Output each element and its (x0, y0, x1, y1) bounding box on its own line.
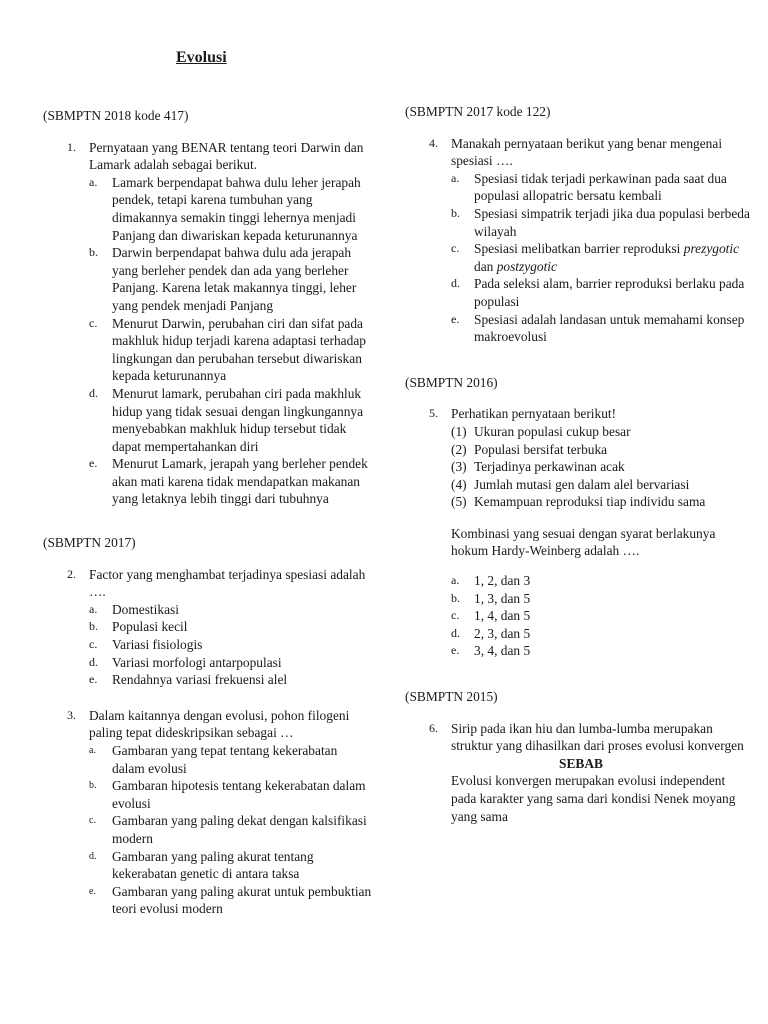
question-2 (43, 566, 373, 689)
option-list (89, 601, 373, 689)
question-number: 5. (429, 406, 438, 421)
question-number: 3. (67, 707, 76, 722)
question-number: 2. (67, 566, 76, 581)
question-5 (405, 405, 750, 660)
option-item: c. Spesiasi melibatkan barrier reproduksi prezygotic dan postzygotic (451, 241, 740, 274)
section-heading-2016: (SBMPTN 2016) (405, 374, 498, 390)
option-item: b. Populasi kecil (89, 619, 188, 635)
option-item: b. Spesiasi simpatrik terjadi jika dua populasi berbeda wilayah (451, 205, 750, 239)
question-prompt: Kombinasi yang sesuai dengan syarat berlakunya hokum Hardy-Weinberg adalah …. (451, 525, 716, 559)
option-item: a. Domestikasi (89, 601, 179, 617)
option-item: a. 1, 2, dan 3 (451, 573, 531, 589)
option-item: a. Gambaran yang tepat tentang kekerabatan dalam evolusi (89, 743, 338, 776)
option-list (89, 174, 373, 508)
left-column (43, 107, 373, 918)
question-6 (405, 720, 750, 826)
option-item: b. Darwin berpendapat bahwa dulu ada jerapah yang berleher pendek dan ada yang berleher Panjang. Karena letak makannya tinggi, leher yang pendek menjadi Panjang (89, 245, 357, 313)
option-item: e. Rendahnya variasi frekuensi alel (89, 672, 288, 688)
option-item: d. Menurut lamark, perubahan ciri pada makhluk hidup yang tidak sesuai dengan lingkungannya menyebabkan makhluk hidup tersebut tidak dapat mempertahankan diri (89, 385, 364, 454)
option-item: b. Gambaran hipotesis tentang kekerabatan dalam evolusi (89, 778, 366, 811)
section-heading-2018: (SBMPTN 2018 kode 417) (43, 108, 189, 123)
option-item: a. Lamark berpendapat bahwa dulu leher jerapah pendek, tetapi karena tumbuhan yang dimakannya semakin tinggi lehernya menjadi Panjang dan diwariskan kepada keturunannya (89, 174, 361, 243)
option-item: c. Variasi fisiologis (89, 637, 203, 653)
section-heading-2017: (SBMPTN 2017) (43, 535, 136, 551)
option-item: e. Gambaran yang paling akurat untuk pembuktian teori evolusi modern (89, 883, 372, 917)
section-heading-2015: (SBMPTN 2015) (405, 689, 498, 705)
question-stem: Pernyataan yang BENAR tentang teori Darwin dan Lamark adalah sebagai berikut. (89, 139, 364, 173)
option-list (451, 170, 750, 346)
option-item: e. 3, 4, dan 5 (451, 643, 531, 659)
page-title: Evolusi (176, 49, 227, 66)
option-item: d. Gambaran yang paling akurat tentang kekerabatan genetic di antara taksa (89, 848, 314, 882)
statement-list (451, 423, 750, 511)
option-item: d. Variasi morfologi antarpopulasi (89, 654, 282, 670)
reason-text: Evolusi konvergen merupakan evolusi independent pada karakter yang sama dari kondisi Nenek moyang yang sama (451, 773, 736, 824)
option-list (89, 742, 373, 918)
option-item: c. Menurut Darwin, perubahan ciri dan sifat pada makhluk hidup terjadi karena adaptasi terhadap lingkungan dan perubahan tersebut diwariskan kepada keturunannya (89, 315, 366, 384)
right-column (405, 103, 750, 825)
option-item: b. 1, 3, dan 5 (451, 590, 531, 606)
question-3 (43, 707, 373, 918)
option-item: e. Menurut Lamark, jerapah yang berleher pendek akan mati karena tidak mendapatkan makanan yang letaknya lebih tinggi dari tubuhnya (89, 456, 368, 507)
statement-item: (4) Jumlah mutasi gen dalam alel bervariasi (451, 476, 690, 492)
question-1 (43, 139, 373, 508)
statement-item: (1) Ukuran populasi cukup besar (451, 423, 631, 439)
option-item: c. 1, 4, dan 5 (451, 608, 531, 624)
statement-item: (2) Populasi bersifat terbuka (451, 441, 608, 457)
question-stem: Manakah pernyataan berikut yang benar mengenai spesiasi …. (451, 135, 723, 169)
question-number: 4. (429, 135, 438, 150)
option-item: c. Gambaran yang paling dekat dengan kalsifikasi modern (89, 813, 367, 846)
option-list (451, 572, 750, 660)
question-number: 6. (429, 720, 438, 735)
question-stem: Factor yang menghambat terjadinya spesiasi adalah …. (89, 566, 366, 600)
sebab-label: SEBAB (559, 755, 603, 771)
option-item: d. 2, 3, dan 5 (451, 625, 531, 641)
section-heading-2017-kode-122: (SBMPTN 2017 kode 122) (405, 104, 551, 119)
statement-item: (5) Kemampuan reproduksi tiap individu sama (451, 494, 706, 510)
question-stem: Sirip pada ikan hiu dan lumba-lumba merupakan struktur yang dihasilkan dari proses evolusi konvergen (451, 720, 744, 754)
question-number: 1. (67, 139, 76, 154)
statement-item: (3) Terjadinya perkawinan acak (451, 459, 625, 475)
question-stem: Perhatikan pernyataan berikut! (451, 406, 617, 422)
option-item: a. Spesiasi tidak terjadi perkawinan pada saat dua populasi allopatric bersatu kembali (451, 170, 727, 204)
option-item: e. Spesiasi adalah landasan untuk memahami konsep makroevolusi (451, 311, 745, 345)
question-4 (405, 135, 750, 346)
option-item: d. Pada seleksi alam, barrier reproduksi berlaku pada populasi (451, 276, 745, 309)
question-stem: Dalam kaitannya dengan evolusi, pohon filogeni paling tepat dideskripsikan sebagai … (89, 707, 350, 741)
